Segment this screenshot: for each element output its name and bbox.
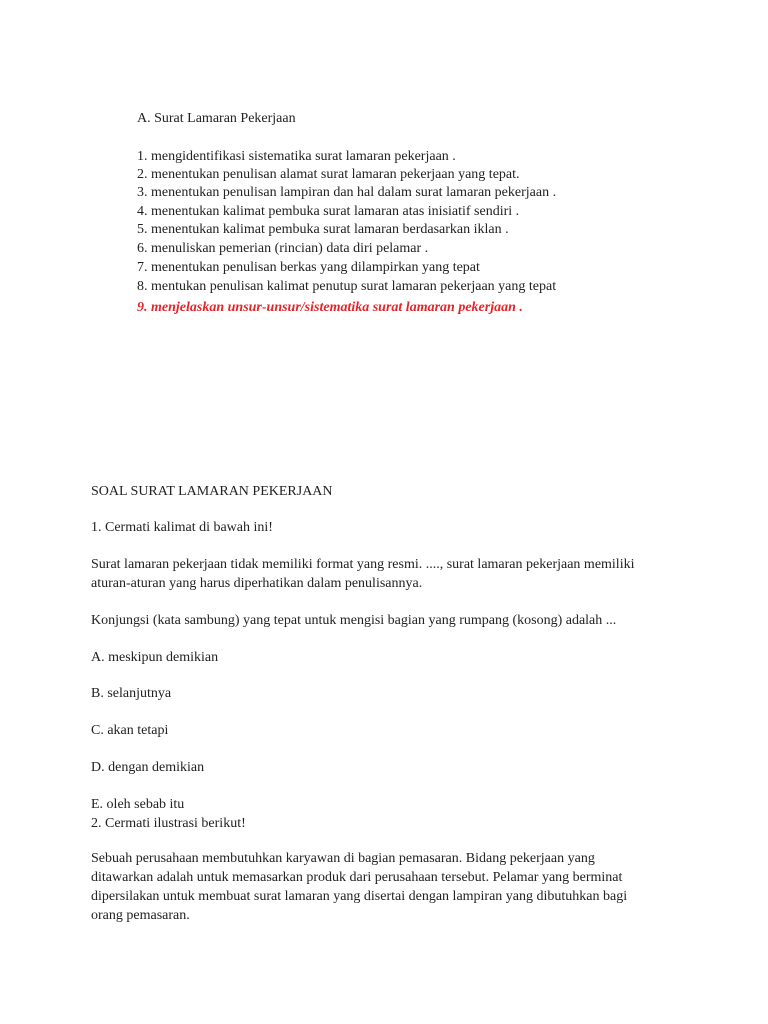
question-2-passage-line: ditawarkan adalah untuk memasarkan produk dari perusahaan tersebut. Pelamar yang berminat bbox=[91, 870, 623, 885]
section-a-highlight-item: 9. menjelaskan unsur-unsur/sistematika surat lamaran pekerjaan . bbox=[137, 300, 523, 315]
section-a-item: 8. mentukan penulisan kalimat penutup surat lamaran pekerjaan yang tepat bbox=[137, 279, 557, 294]
question-1-passage-line: aturan-aturan yang harus diperhatikan dalam penulisannya. bbox=[91, 576, 423, 591]
section-a-item: 4. menentukan kalimat pembuka surat lamaran atas inisiatif sendiri . bbox=[137, 204, 520, 219]
section-a-item: 6. menuliskan pemerian (rincian) data diri pelamar . bbox=[137, 241, 429, 256]
answer-option-c: C. akan tetapi bbox=[91, 723, 169, 738]
answer-option-d: D. dengan demikian bbox=[91, 760, 205, 775]
question-2-passage-line: Sebuah perusahaan membutuhkan karyawan di bagian pemasaran. Bidang pekerjaan yang bbox=[91, 851, 595, 866]
soal-title: SOAL SURAT LAMARAN PEKERJAAN bbox=[91, 484, 333, 499]
section-a-heading: A. Surat Lamaran Pekerjaan bbox=[137, 111, 296, 126]
question-1-question: Konjungsi (kata sambung) yang tepat untuk mengisi bagian yang rumpang (kosong) adalah ... bbox=[91, 613, 617, 628]
answer-option-b: B. selanjutnya bbox=[91, 686, 172, 701]
section-a-item: 5. menentukan kalimat pembuka surat lamaran berdasarkan iklan . bbox=[137, 222, 509, 237]
section-a-item: 2. menentukan penulisan alamat surat lamaran pekerjaan yang tepat. bbox=[137, 167, 520, 182]
question-2-prompt: 2. Cermati ilustrasi berikut! bbox=[91, 816, 246, 831]
question-2-passage-line: dipersilakan untuk membuat surat lamaran yang disertai dengan lampiran yang dibutuhkan bagi bbox=[91, 889, 628, 904]
question-2-passage-line: orang pemasaran. bbox=[91, 908, 190, 923]
answer-option-e: E. oleh sebab itu bbox=[91, 797, 185, 812]
section-a-item: 3. menentukan penulisan lampiran dan hal dalam surat lamaran pekerjaan . bbox=[137, 185, 557, 200]
section-a-item: 1. mengidentifikasi sistematika surat lamaran pekerjaan . bbox=[137, 149, 456, 164]
question-1-passage-line: Surat lamaran pekerjaan tidak memiliki format yang resmi. ...., surat lamaran pekerjaan memiliki bbox=[91, 557, 635, 572]
answer-option-a: A. meskipun demikian bbox=[91, 650, 219, 665]
section-a-item: 7. menentukan penulisan berkas yang dilampirkan yang tepat bbox=[137, 260, 480, 275]
question-1-prompt: 1. Cermati kalimat di bawah ini! bbox=[91, 520, 273, 535]
